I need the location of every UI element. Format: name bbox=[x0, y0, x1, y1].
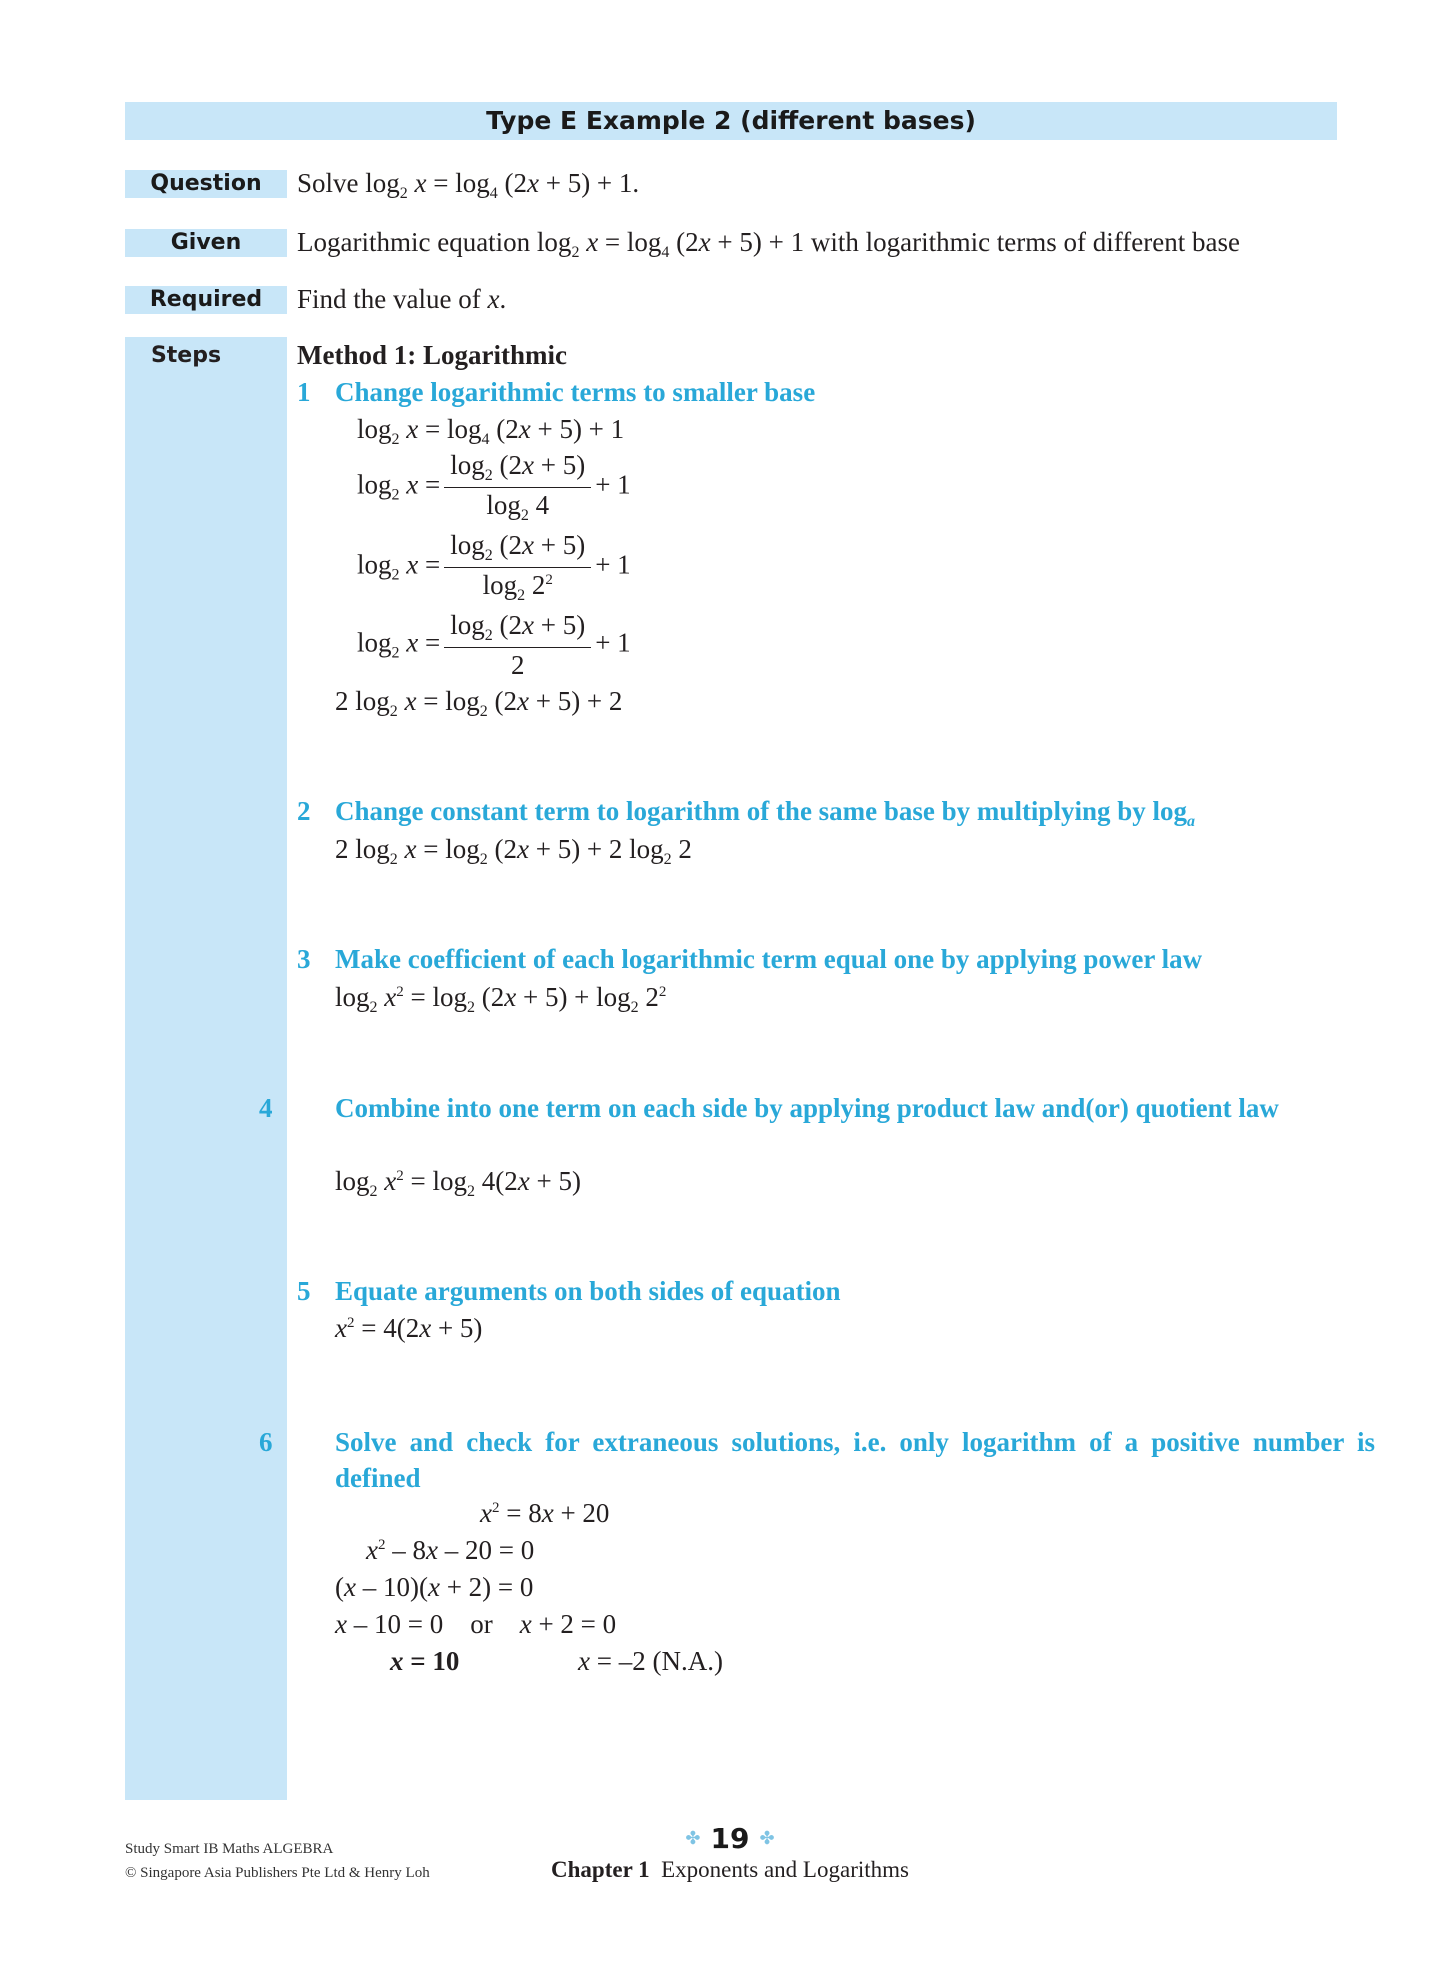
diamond-ornament-icon: ✤ bbox=[685, 1828, 701, 1848]
footer-book-title: Study Smart IB Maths ALGEBRA bbox=[125, 1841, 334, 1857]
step-3-line-1: $\log_2 x^2 = \log_2 (2x + 5) + \log_2 2^2$ bbox=[335, 982, 667, 1016]
step-6-line-3: (x – 10)(x + 2) = 0 bbox=[335, 1572, 534, 1602]
step-1-heading: 1 Change logarithmic terms to smaller base bbox=[297, 377, 816, 407]
question-label: Question bbox=[125, 170, 287, 198]
steps-label: Steps bbox=[150, 343, 222, 368]
question-text: Solve $\log_2 x = \log_4 (2x + 5) + 1$. bbox=[297, 168, 640, 202]
step-6-answer: x = 10 bbox=[390, 1646, 460, 1676]
page-number: 19 bbox=[710, 1822, 750, 1855]
step-4-heading: 4 Combine into one term on each side by applying product law and(or) quotient law bbox=[259, 1093, 1279, 1123]
diamond-ornament-icon: ✤ bbox=[759, 1828, 775, 1848]
footer-copyright: © Singapore Asia Publishers Pte Ltd & Henry Loh bbox=[125, 1865, 430, 1881]
step-5-line-1: $x^2 = 4(2x + 5)$ bbox=[335, 1313, 483, 1343]
step-2-heading: 2 Change constant term to logarithm of the same base by multiplying by $\log_a$ bbox=[297, 796, 1195, 830]
step-6-rejected-root: x = –2 (N.A.) bbox=[578, 1646, 723, 1676]
required-label: Required bbox=[125, 286, 287, 314]
step-1-line-4: $\log_2 x$ = $\frac{\log_2 (2x + 5)}{2}$ + 1 bbox=[357, 610, 631, 680]
given-text: Logarithmic equation $\log_2 x = \log_4 (2x + 5) + 1$ with logarithmic terms of different base bbox=[297, 227, 1240, 261]
step-2-line-1: 2 $\log_2 x = \log_2 (2x + 5) + 2$ $\log_2 2$ bbox=[335, 834, 692, 868]
method-heading: Method 1: Logarithmic bbox=[297, 340, 567, 370]
step-6-line-4: x – 10 = 0 or x + 2 = 0 bbox=[335, 1609, 617, 1639]
step-1-line-2: $\log_2 x$ = $\frac{\log_2 (2x + 5)}{\log_2 4}$ + 1 bbox=[357, 450, 631, 524]
footer-page-info bbox=[540, 1822, 920, 1883]
step-5-heading: 5 Equate arguments on both sides of equation bbox=[297, 1276, 841, 1306]
required-text: Find the value of x. bbox=[297, 284, 507, 314]
step-6-heading: 6 Solve and check for extraneous solutions, i.e. only logarithm of a positive number is defined bbox=[259, 1427, 1375, 1493]
step-1-line-5: 2 $\log_2 x = \log_2 (2x + 5) + 2$ bbox=[335, 686, 623, 720]
step-3-heading: 3 Make coefficient of each logarithmic term equal one by applying power law bbox=[297, 944, 1203, 974]
step-4-line-1: $\log_2 x^2 = \log_2 4(2x + 5)$ bbox=[335, 1166, 581, 1200]
chapter-title: Chapter 1 Exponents and Logarithms bbox=[551, 1857, 909, 1882]
step-6-line-1: $x^2 = 8x + 20$ bbox=[480, 1498, 610, 1528]
step-1-line-1: $\log_2 x = \log_4 (2x + 5) + 1$ bbox=[357, 414, 625, 448]
steps-column bbox=[125, 337, 287, 1800]
footer-publisher bbox=[125, 1837, 430, 1885]
step-6-line-2: $x^2 - 8x - 20 = 0$ bbox=[366, 1535, 535, 1565]
step-1-line-3: $\log_2 x$ = $\frac{\log_2 (2x + 5)}{\log_2 2^2}$ + 1 bbox=[357, 530, 631, 604]
example-title: Type E Example 2 (different bases) bbox=[125, 102, 1337, 140]
given-label: Given bbox=[125, 229, 287, 257]
